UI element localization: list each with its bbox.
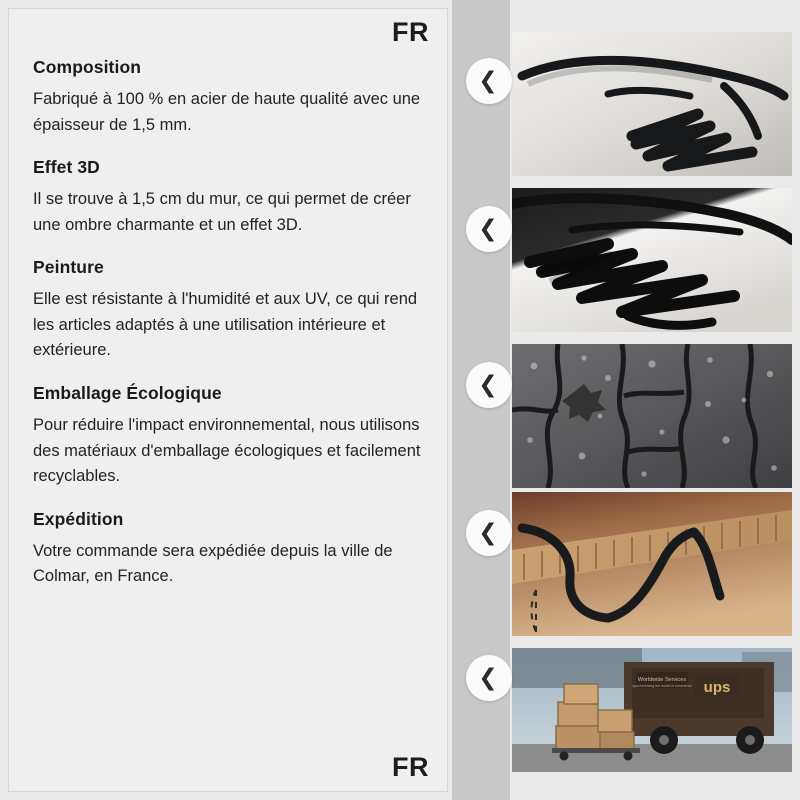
- chevron-left-icon: ❮: [478, 664, 498, 691]
- truck-subtext: synchronizing the world of commerce: [632, 684, 692, 688]
- scribble-shadow-detail-graphic: [512, 188, 792, 332]
- section-emballage-ecologique: [33, 383, 423, 490]
- chevron-left-icon: ❮: [478, 67, 498, 94]
- section-expedition: [33, 509, 423, 590]
- section-body: Pour réduire l'impact environnemental, nous utilisons des matériaux d'emballage écologiques et facilement recyclables.: [33, 415, 421, 486]
- section-effet-3d: [33, 157, 423, 238]
- section-body: Fabriqué à 100 % en acier de haute qualité avec une épaisseur de 1,5 mm.: [33, 90, 421, 134]
- section-title: Effet 3D: [33, 157, 100, 178]
- product-description-panel: [8, 8, 448, 792]
- section-body: Elle est résistante à l'humidité et aux UV, ce qui rend les articles adaptés à une utilisation intérieure et extérieure.: [33, 290, 418, 360]
- gallery-image-2[interactable]: [512, 188, 792, 332]
- gallery-prev-button-3[interactable]: [466, 362, 512, 408]
- section-body: Il se trouve à 1,5 cm du mur, ce qui permet de créer une ombre charmante et un effet 3D.: [33, 190, 411, 234]
- gallery-prev-button-2[interactable]: [466, 206, 512, 252]
- language-badge-bottom: FR: [392, 752, 429, 782]
- scribble-art-closeup-graphic: [512, 32, 792, 176]
- chevron-left-icon: ❮: [478, 371, 498, 398]
- gallery-image-1[interactable]: [512, 32, 792, 176]
- gallery-prev-button-5[interactable]: [466, 655, 512, 701]
- wet-textured-paint-graphic: [512, 344, 792, 488]
- chevron-left-icon: ❮: [478, 215, 498, 242]
- section-title: Peinture: [33, 257, 104, 278]
- section-body: Votre commande sera expédiée depuis la ville de Colmar, en France.: [33, 541, 393, 586]
- chevron-left-icon: ❮: [478, 519, 498, 546]
- section-title: Expédition: [33, 508, 124, 529]
- gallery-prev-button-1[interactable]: [466, 58, 512, 104]
- section-title: Emballage Écologique: [33, 382, 222, 403]
- image-gallery: [512, 8, 792, 792]
- cardboard-packaging-graphic: [512, 492, 792, 636]
- ups-brand-label: ups: [703, 679, 731, 696]
- section-peinture: [33, 257, 423, 364]
- worldwide-services-label: Worldwide Services: [637, 677, 687, 683]
- gallery-prev-button-4[interactable]: [466, 510, 512, 556]
- gallery-image-5[interactable]: [512, 648, 792, 772]
- language-badge-top: FR: [392, 17, 429, 47]
- section-composition: [33, 57, 423, 138]
- gallery-image-3[interactable]: [512, 344, 792, 488]
- gallery-image-4[interactable]: [512, 492, 792, 636]
- ups-delivery-truck-graphic: [512, 648, 792, 772]
- section-title: Composition: [33, 57, 142, 77]
